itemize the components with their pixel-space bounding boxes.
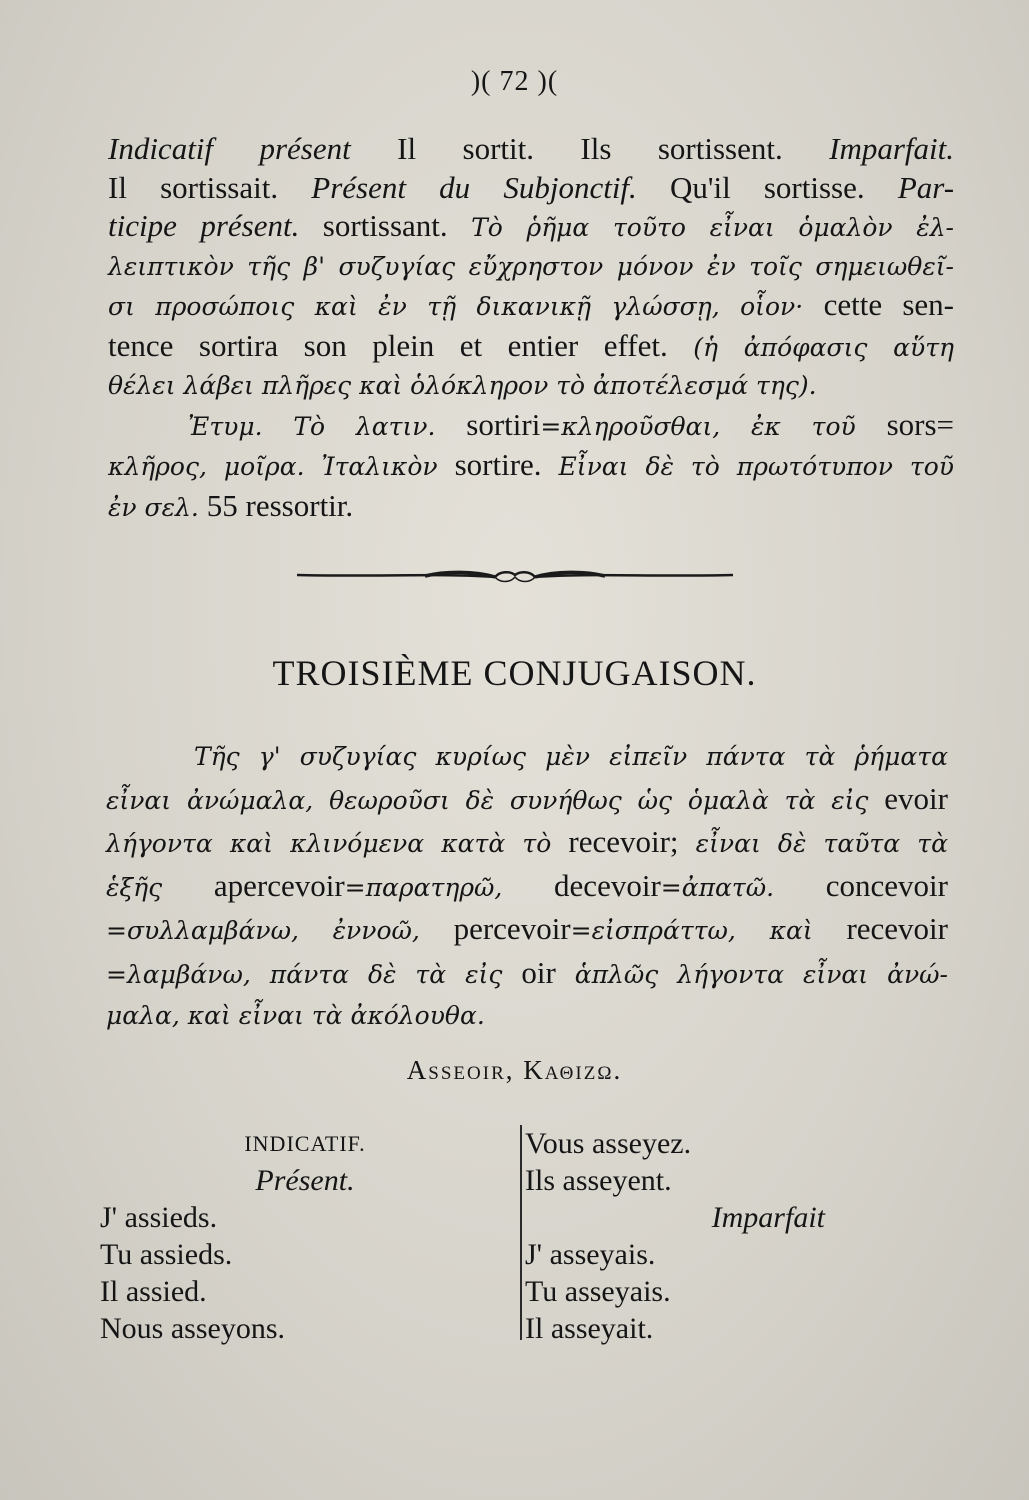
text-run: apercevoir [213,867,345,903]
paragraph-third-conjugation [106,736,948,1037]
mood-label: INDICATIF. [244,1131,366,1156]
text-run: concevoir [825,867,948,903]
greek-text: =λαμβάνω, πάντα δὲ τὰ εἰς [106,959,522,989]
text-line [106,908,948,952]
text-line [108,130,954,169]
text-run: recevoir; [568,824,679,859]
greek-text: λήγοντα καὶ κλινόμενα κατὰ τὸ [106,829,569,858]
greek-text: =εἰσπράττω, καὶ [570,916,847,945]
greek-text: εἶναι δὲ ταῦτα τὰ [678,829,948,858]
greek-text: ἁπλῶς λήγοντα εἶναι ἀνώ- [555,959,948,989]
conjugation-form: Ils asseyent. [525,1164,672,1197]
greek-text: =παρατηρῶ, [344,872,555,902]
text-line [108,169,954,208]
term-italic: Présent du Subjonctif. [311,169,637,205]
text-run: Qu'il sortisse. [636,169,898,205]
term-italic: Indicatif présent [108,131,351,166]
conjugation-form: J' asseyais. [525,1238,656,1271]
conjugation-column-right [525,1125,825,1347]
text-run: sortissant. [299,208,472,243]
greek-line: μαλα, καὶ εἶναι τὰ ἀκόλουθα. [106,1001,485,1030]
text-run: evoir [884,780,948,816]
term-italic: Par- [897,169,955,205]
greek-text: (ἡ ἀπόφασις αὕτη [693,332,955,362]
greek-text: =συλλαμβάνω, ἐννοῶ, [106,916,454,945]
term-italic: ticipe présent. [108,208,300,243]
tense-label-present: Présent. [255,1164,355,1197]
text-run: tence sortira son plein et entier effet. [108,327,694,363]
greek-text: Τὸ ῥῆμα τοῦτο εἶναι ὁμαλὸν ἐλ- [471,213,954,242]
text-line [108,207,954,248]
greek-text: ἐν σελ. [108,492,207,522]
text-run: 55 ressortir. [206,487,354,523]
text-run: sors= [886,406,954,442]
paragraph-sortir-notes [108,130,954,527]
column-divider [520,1125,522,1340]
tense-label-imparfait: Imparfait [711,1201,825,1234]
term-italic: Imparfait. [829,131,954,166]
text-run: recevoir [846,911,948,946]
conjugation-form: J' assieds. [100,1201,218,1234]
greek-line: θέλει λάβει πλῆρες καὶ ὁλόκληρον τὸ ἀποτέλεσμά της). [108,371,817,400]
conjugation-form: Nous asseyons. [100,1312,285,1345]
text-run: cette sen- [823,287,955,322]
greek-line: λειπτικὸν τῆς β' συζυγίας εὔχρηστον μόνον ἐν τοῖς σημειωθεῖ- [108,251,954,281]
text-line [106,778,948,822]
text-line [106,952,948,996]
conjugation-column-left [100,1125,420,1347]
greek-text: κλῆρος, μοῖρα. Ἰταλικὸν [108,452,455,481]
text-line [106,821,948,865]
conjugation-form: Tu assieds. [100,1238,233,1271]
greek-text: ἑξῆς [106,872,214,902]
greek-line: Τῆς γ' συζυγίας κυρίως μὲν εἰπεῖν πάντα τὰ ῥήματα [194,742,948,771]
conjugation-form: Il assied. [100,1275,207,1308]
text-run: decevoir [554,867,661,903]
text-line [108,487,954,528]
greek-text: Εἶναι δὲ τὸ πρωτότυπον τοῦ [541,452,954,481]
conjugation-form: Il asseyait. [525,1312,654,1345]
greek-text: =κληροῦσθαι, ἐκ τοῦ [540,411,887,441]
section-heading: TROISIÈME CONJUGAISON. [272,653,757,693]
text-run: sortiri [466,406,541,442]
conjugation-form: Tu asseyais. [525,1275,671,1308]
conjugation-form: Vous asseyez. [525,1127,692,1160]
verb-title: Asseoir, Καθιζω. [406,1055,623,1085]
text-run: Il sortit. Ils sortissent. [350,131,830,166]
text-line [108,286,954,327]
greek-text: σι προσώποις καὶ ἐν τῇ δικανικῇ γλώσσῃ, οἷον· [108,292,824,321]
text-run: sortire. [454,447,542,482]
text-run: oir [521,954,556,990]
text-line [108,406,954,447]
greek-text: εἶναι ἀνώμαλα, θεωροῦσι δὲ συνήθως ὡς ὁμαλὰ τὰ εἰς [106,785,885,815]
page-number: )( 72 )( [470,66,559,97]
greek-text: Ἐτυμ. Τὸ λατιν. [188,411,467,441]
ornamental-divider-icon [295,555,735,595]
greek-text: =ἀπατῶ. [660,872,826,902]
text-run: percevoir [453,911,571,946]
text-line [108,327,954,368]
text-line [106,865,948,909]
text-line [108,446,954,487]
text-run: Il sortissait. [108,169,312,205]
